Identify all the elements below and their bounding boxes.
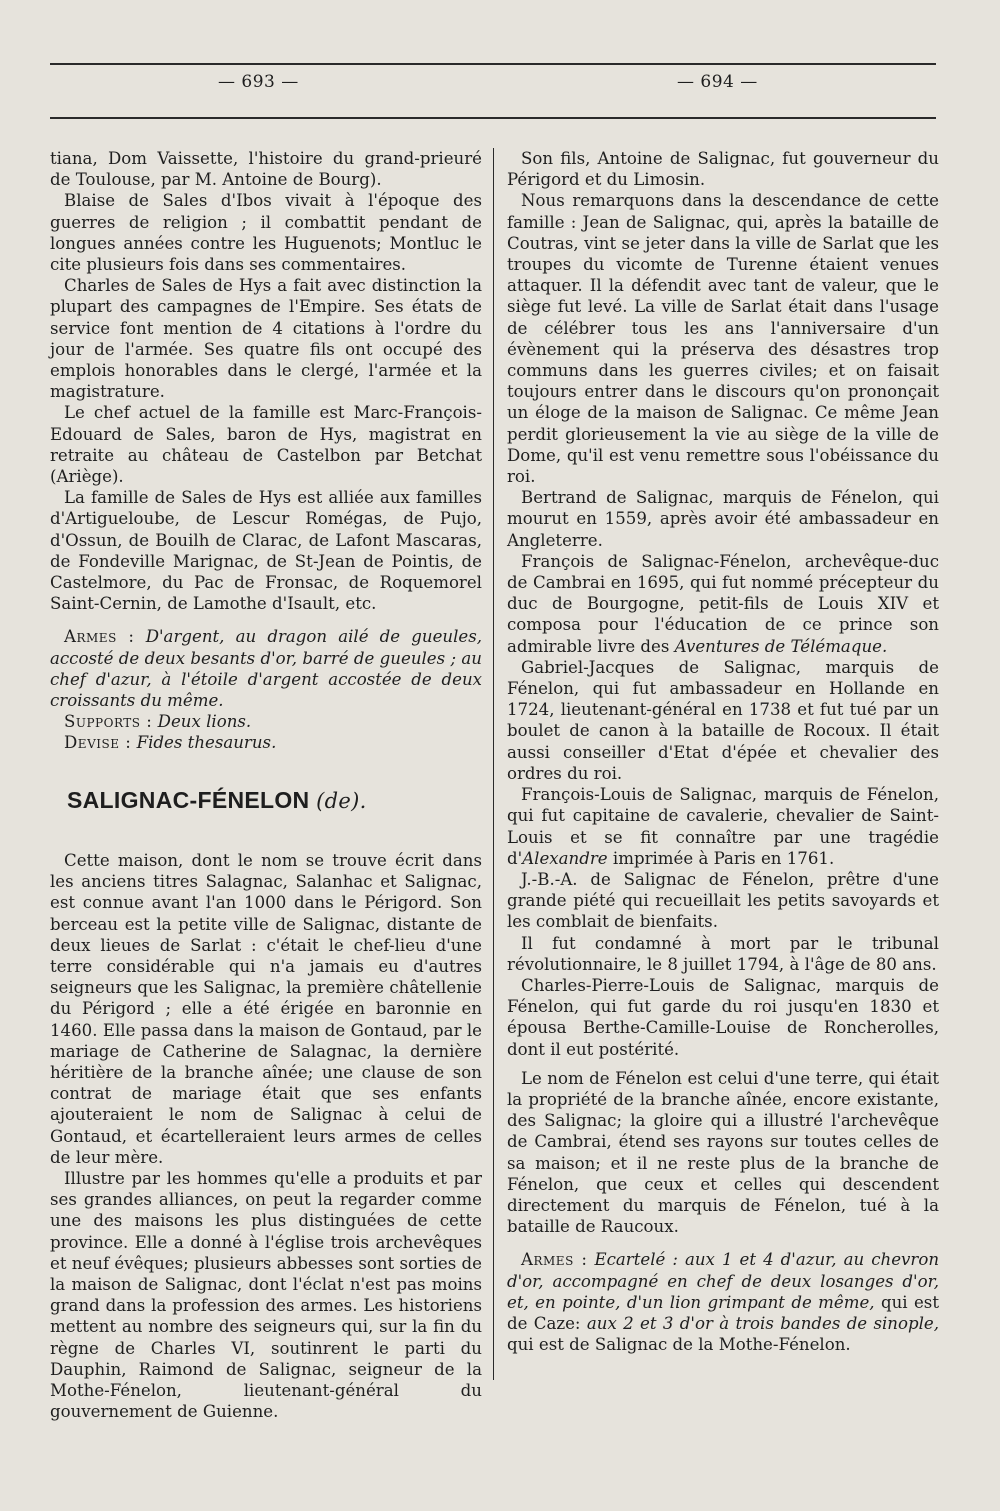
supports-text: Deux lions. xyxy=(157,712,252,732)
text-run: qui est de Caze: xyxy=(507,1292,939,1333)
supports-line xyxy=(50,711,482,732)
paragraph: Illustre par les hommes qu'elle a produits et par ses grandes alliances, on peut la regarder comme une des maisons les plus distinguées de cette province. Elle a donné à l'église trois archevêques et neuf évêques; plusieurs abbesses sont sorties de la maison de Salignac, dont l'éclat n'est pas moins grand dans la profession des armes. Les historiens mettent au nombre des seigneurs qui, sur la fin du règne de Charles VI, soutinrent le parti du Dauphin, Raimond de Salignac, seigneur de la Mothe-Fénelon, lieutenant-général du gouvernement de Guienne. xyxy=(50,1168,482,1422)
paragraph: Son fils, Antoine de Salignac, fut gouverneur du Périgord et du Limosin. xyxy=(507,149,939,190)
header-rule-top xyxy=(50,63,936,65)
paragraph: Nous remarquons dans la descendance de cette famille : Jean de Salignac, qui, après la bataille de Coutras, vint se jeter dans la ville de Sarlat que les troupes du vicomte de Turenne étaient venues attaquer. Il la défendit avec tant de valeur, que le siège fut levé. La ville de Sarlat était dans l'usage de célébrer tous les ans l'anniversaire d'un évènement qui la préserva des désastres trop communs dans les guerres civiles; et on faisait toujours entrer dans le discours qu'on prononçait un éloge de la maison de Salignac. Ce même Jean perdit glorieusement la vie au siège de la ville de Dome, qu'il est venu remettre sous l'obéissance du roi. xyxy=(507,191,939,487)
column-divider xyxy=(493,148,494,1380)
right-column xyxy=(507,148,939,1355)
paragraph: Le nom de Fénelon est celui d'une terre, qui était la propriété de la branche aînée, encore existante, des Salignac; la gloire qui a illustré l'archevêque de Cambrai, étend ses rayons sur toutes celles de sa maison; et il ne reste plus de la branche de Fénelon, que ceux et celles qui descendent directement du marquis de Fénelon, tué à la bataille de Raucoux. xyxy=(507,1068,939,1237)
paragraph xyxy=(507,784,939,869)
arms-text: D'argent, au dragon ailé de gueules, accosté de deux besants d'or, barré de gueules ; au chef d'azur, à l'étoile d'argent accostée de deux croissants du même. xyxy=(50,627,483,711)
paragraph: J.-B.-A. de Salignac de Fénelon, prêtre d'une grande piété qui recueillait les petits savoyards et les comblait de bienfaits. xyxy=(507,869,939,932)
paragraph: Charles de Sales de Hys a fait avec distinction la plupart des campagnes de l'Empire. Ses états de service font mention de 4 citations à l'ordre du jour de l'armée. Ses quatre fils ont occupé des emplois honorables dans le clergé, l'armée et la magistrature. xyxy=(50,276,482,402)
paragraph: La famille de Sales de Hys est alliée aux familles d'Artigueloube, de Lescur Romégas, de Pujo, d'Ossun, de Bouilh de Clarac, de Lafont Mascaras, de Fondeville Marignac, de St-Jean de Pointis, de Castelmore, du Pac de Fronsac, de Roquemorel Saint-Cernin, de Lamothe d'Isault, etc. xyxy=(50,488,482,614)
page-number-left: — 693 — xyxy=(218,72,299,92)
text-run: imprimée à Paris en 1761. xyxy=(607,848,835,868)
paragraph: Charles-Pierre-Louis de Salignac, marquis de Fénelon, qui fut garde du roi jusqu'en 1830 et épousa Berthe-Camille-Louise de Roncherolles, dont il eut postérité. xyxy=(507,975,939,1059)
heading-title: SALIGNAC-FÉNELON xyxy=(67,786,310,813)
supports-label: Supports : xyxy=(64,712,153,732)
arms-text: Ecartelé : aux 1 et 4 d'azur, au chevron d'or, accompagné en chef de deux losanges d'or, et, en pointe, d'un lion grimpant de même, xyxy=(507,1250,940,1312)
paragraph: Blaise de Sales d'Ibos vivait à l'époque des guerres de religion ; il combattit pendant de longues années contre les Huguenots; Montluc le cite plusieurs fois dans ses commentaires. xyxy=(50,191,482,275)
page-number-right: — 694 — xyxy=(677,72,758,92)
text-run: qui est de Salignac de la Mothe-Fénelon. xyxy=(507,1335,851,1355)
devise-label: Devise : xyxy=(64,733,132,753)
paragraph xyxy=(507,551,939,657)
arms-text: aux 2 et 3 d'or à trois bandes de sinople, xyxy=(586,1313,939,1333)
arms-label: Armes : xyxy=(521,1250,588,1270)
paragraph: Il fut condamné à mort par le tribunal révolutionnaire, le 8 juillet 1794, à l'âge de 80 ans. xyxy=(507,933,939,974)
devise-line xyxy=(50,732,482,753)
play-title: Alexandre xyxy=(522,848,608,868)
arms-line xyxy=(50,626,482,711)
paragraph: Gabriel-Jacques de Salignac, marquis de Fénelon, qui fut ambassadeur en Hollande en 1724, lieutenant-général en 1738 et fut tué par un boulet de canon à la bataille de Rocoux. Il était aussi conseiller d'Etat d'épée et chevalier des ordres du roi. xyxy=(507,657,939,783)
left-column xyxy=(50,148,482,1422)
devise-text: Fides thesaurus. xyxy=(136,733,277,753)
arms-paragraph xyxy=(507,1249,939,1355)
paragraph: tiana, Dom Vaissette, l'histoire du grand-prieuré de Toulouse, par M. Antoine de Bourg). xyxy=(50,149,482,190)
text-run: François de Salignac-Fénelon, archevêque-duc de Cambrai en 1695, qui fut nommé précepteur du duc de Bourgogne, petit-fils de Louis XIV et composa pour l'éducation de ce prince son admirable livre des xyxy=(507,551,939,656)
heading-particle: (de). xyxy=(316,788,367,813)
section-heading xyxy=(67,786,482,813)
book-title: Aventures de Télémaque. xyxy=(674,636,888,656)
paragraph: Cette maison, dont le nom se trouve écrit dans les anciens titres Salagnac, Salanhac et Salignac, est connue avant l'an 1000 dans le Périgord. Son berceau est la petite ville de Salignac, distante de deux lieues de Sarlat : c'était le chef-lieu d'une terre considérable qui n'a jamais eu d'autres seigneurs que les Salignac, la première châtellenie du Périgord ; elle a été érigée en baronnie en 1460. Elle passa dans la maison de Gontaud, par le mariage de Catherine de Salagnac, la dernière héritière de la branche aînée; une clause de son contrat de mariage était que ses enfants ajouteraient le nom de Salignac à celui de Gontaud, et écartelleraient leurs armes de celles de leur mère. xyxy=(50,850,482,1167)
arms-block xyxy=(50,626,482,753)
paragraph: Bertrand de Salignac, marquis de Fénelon, qui mourut en 1559, après avoir été ambassadeur en Angleterre. xyxy=(507,488,939,550)
arms-label: Armes : xyxy=(64,627,135,647)
paragraph: Le chef actuel de la famille est Marc-François-Edouard de Sales, baron de Hys, magistrat en retraite au château de Castelbon par Betchat (Ariège). xyxy=(50,403,482,487)
header-rule-bottom xyxy=(50,117,936,119)
text-run: François-Louis de Salignac, marquis de Fénelon, qui fut capitaine de cavalerie, chevalier de Saint-Louis et se fit connaître par une tragédie d' xyxy=(507,785,939,868)
